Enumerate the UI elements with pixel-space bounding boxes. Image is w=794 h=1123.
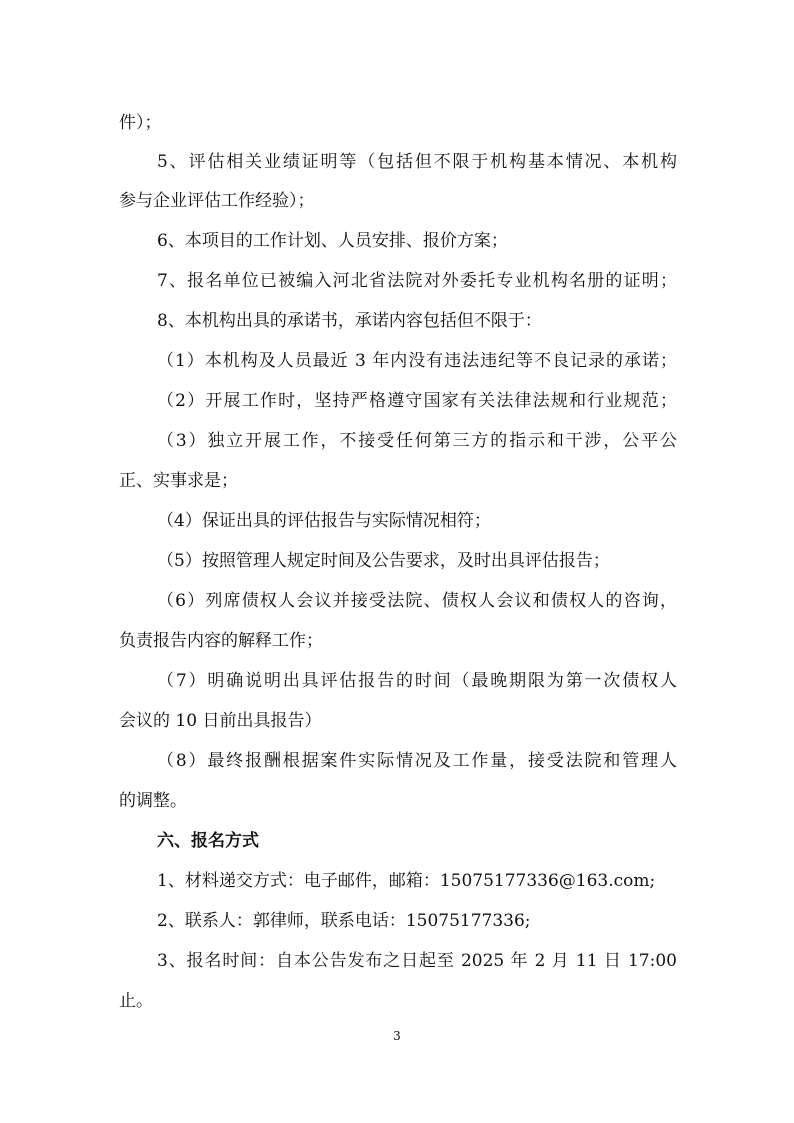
text-line: （4）保证出具的评估报告与实际情况相符； <box>157 511 491 531</box>
text-line: （5）按照管理人规定时间及公告要求，及时出具评估报告； <box>157 551 610 571</box>
page-number: 3 <box>393 1029 401 1043</box>
text-line: （7）明确说明出具评估报告的时间（最晚期限为第一次债权人 <box>157 671 677 691</box>
text-line: 3、报名时间：自本公告发布之日起至 2025 年 2 月 11 日 17:00 <box>157 951 677 971</box>
text-line: 7、报名单位已被编入河北省法院对外委托专业机构名册的证明； <box>157 271 677 291</box>
text-line: （1）本机构及人员最近 3 年内没有违法违纪等不良记录的承诺； <box>157 351 677 371</box>
text-line: （6）列席债权人会议并接受法院、债权人会议和债权人的咨询， <box>157 591 677 611</box>
text-line: 件）； <box>119 113 162 133</box>
text-line: 5、评估相关业绩证明等（包括但不限于机构基本情况、本机构 <box>157 152 677 172</box>
text-line: 会议的 10 日前出具报告） <box>119 711 322 731</box>
text-line: 1、材料递交方式：电子邮件，邮箱：15075177336@163.com; <box>157 871 656 891</box>
text-line: 6、本项目的工作计划、人员安排、报价方案； <box>157 231 508 251</box>
text-line: 的调整。 <box>119 791 187 811</box>
text-line: 正、实事求是； <box>119 471 238 491</box>
section-heading: 六、报名方式 <box>157 831 259 851</box>
text-line: （2）开展工作时，坚持严格遵守国家有关法律法规和行业规范； <box>157 391 677 411</box>
text-line: 止。 <box>119 991 153 1011</box>
text-line: 2、联系人：郭律师，联系电话：15075177336; <box>157 911 531 931</box>
text-line: （3）独立开展工作，不接受任何第三方的指示和干涉，公平公 <box>157 431 677 451</box>
text-line: （8）最终报酬根据案件实际情况及工作量，接受法院和管理人 <box>157 751 677 771</box>
text-line: 8、本机构出具的承诺书，承诺内容包括但不限于： <box>157 311 542 331</box>
text-line: 负责报告内容的解释工作； <box>119 631 323 651</box>
text-line: 参与企业评估工作经验）； <box>119 191 315 211</box>
